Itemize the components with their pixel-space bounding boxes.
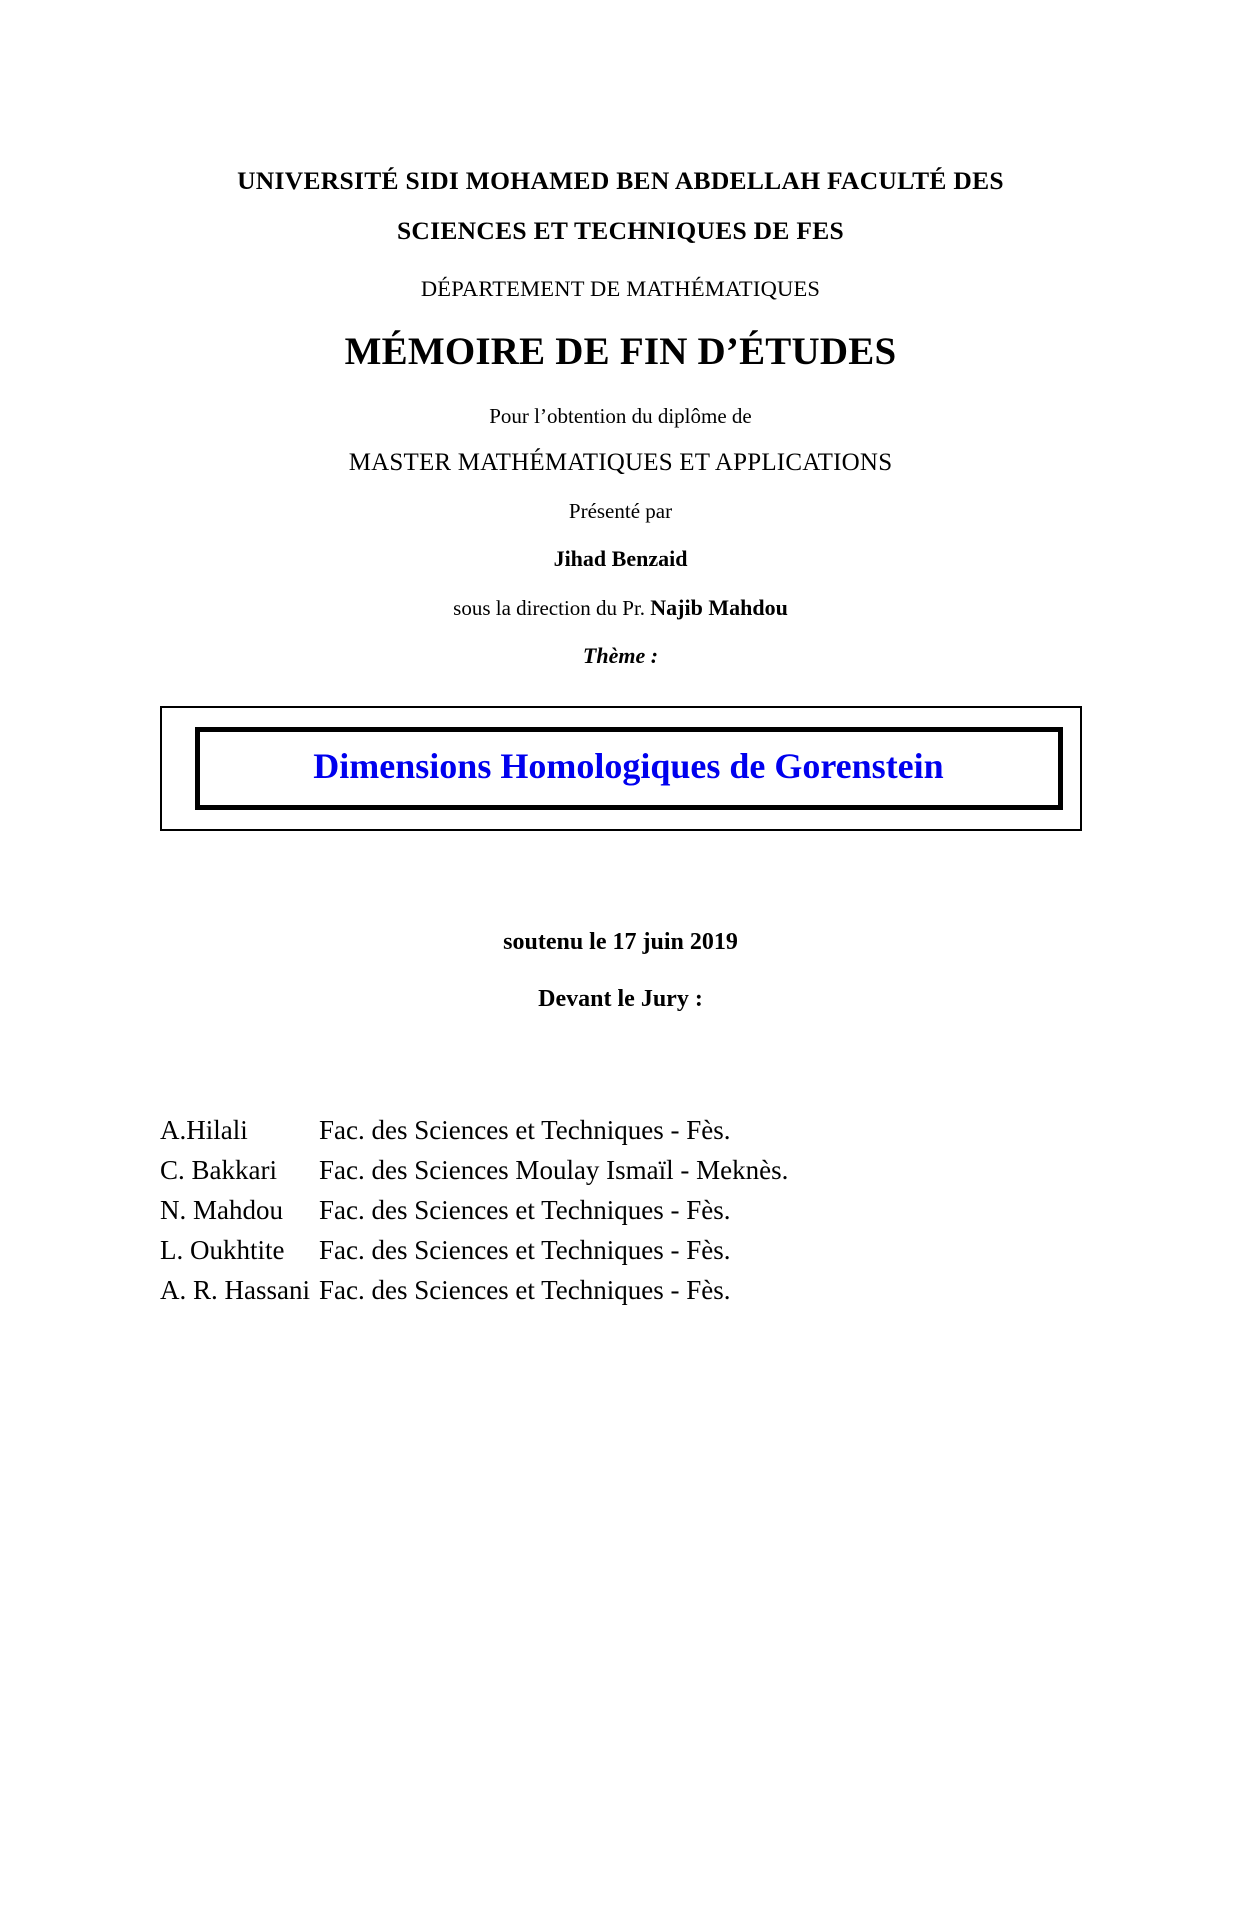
jury-heading: Devant le Jury : — [538, 986, 703, 1013]
jury-member-name: A. R. Hassani — [160, 1275, 310, 1306]
table-row — [160, 1191, 788, 1231]
supervisor-name: Najib Mahdou — [650, 595, 788, 620]
table-row — [160, 1231, 788, 1271]
jury-member-name: L. Oukhtite — [160, 1235, 285, 1266]
university-name-line-2: SCIENCES ET TECHNIQUES DE FES — [396, 215, 845, 245]
jury-table — [160, 1111, 788, 1311]
jury-member-affiliation: Fac. des Sciences et Techniques - Fès. — [319, 1235, 731, 1266]
author-name: Jihad Benzaid — [553, 546, 688, 571]
presented-by-label: Présenté par — [568, 499, 673, 523]
department-name: DÉPARTEMENT DE MATHÉMATIQUES — [420, 276, 821, 301]
degree-name: MASTER MATHÉMATIQUES ET APPLICATIONS — [348, 449, 893, 476]
jury-list — [0, 1111, 1241, 1311]
jury-member-name: C. Bakkari — [160, 1155, 277, 1186]
thesis-title-box-outer — [160, 706, 1082, 831]
thesis-title: Dimensions Homologiques de Gorenstein — [313, 746, 944, 786]
supervisor-line — [0, 595, 1241, 621]
table-row — [160, 1271, 788, 1311]
jury-table-body — [160, 1111, 788, 1311]
supervisor-prefix: sous la direction du Pr. — [453, 596, 651, 620]
document-purpose: Pour l’obtention du diplôme de — [489, 404, 752, 428]
table-row — [160, 1151, 788, 1191]
jury-member-name: A.Hilali — [160, 1115, 248, 1146]
document-type: MÉMOIRE DE FIN D’ÉTUDES — [344, 330, 897, 373]
defense-date: soutenu le 17 juin 2019 — [503, 929, 738, 956]
jury-member-affiliation: Fac. des Sciences et Techniques - Fès. — [319, 1115, 731, 1146]
jury-member-affiliation: Fac. des Sciences et Techniques - Fès. — [319, 1195, 731, 1226]
jury-member-name: N. Mahdou — [160, 1195, 283, 1226]
theme-label: Thème : — [582, 643, 659, 668]
title-page — [0, 168, 1241, 1922]
table-row — [160, 1111, 788, 1151]
jury-member-affiliation: Fac. des Sciences et Techniques - Fès. — [319, 1275, 731, 1306]
jury-member-affiliation: Fac. des Sciences Moulay Ismaïl - Meknès. — [319, 1155, 789, 1186]
university-name-line-1: UNIVERSITÉ SIDI MOHAMED BEN ABDELLAH FACULTÉ DES — [237, 166, 1004, 195]
thesis-title-box-inner — [195, 727, 1063, 810]
